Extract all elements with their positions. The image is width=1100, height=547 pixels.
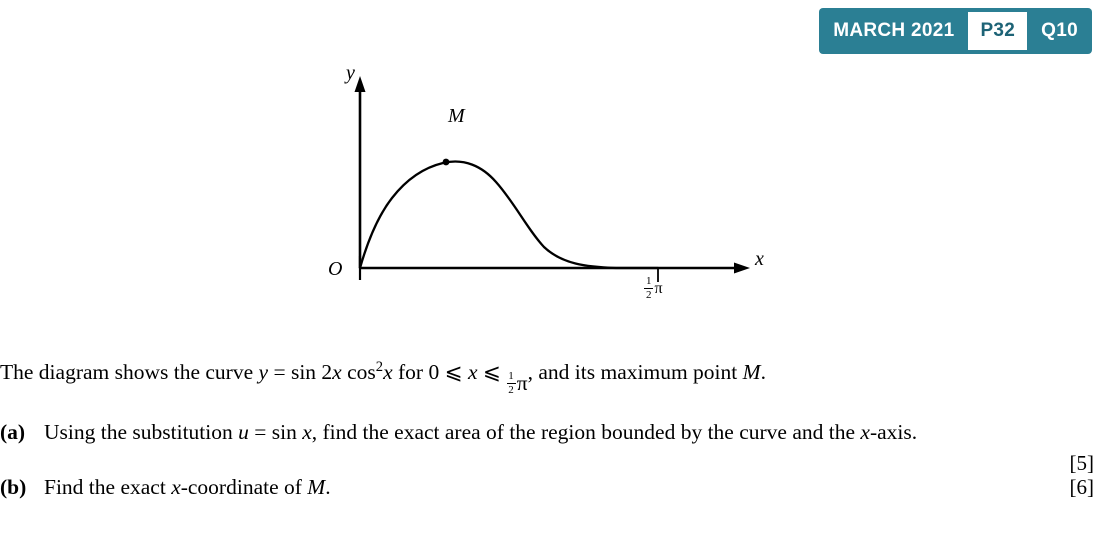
badge-paper: P32 bbox=[968, 12, 1027, 50]
stem-sin2x bbox=[291, 360, 342, 384]
stem-cos-sq-x bbox=[342, 360, 393, 384]
part-b-text-2: -coordinate of bbox=[180, 474, 308, 499]
part-a-var-u: u bbox=[238, 420, 249, 444]
part-a-equals: = bbox=[248, 420, 272, 444]
stem-sin-token: sin 2 bbox=[290, 360, 333, 384]
question-source-badge bbox=[819, 8, 1092, 54]
maximum-point-marker bbox=[443, 159, 450, 166]
x-axis-arrowhead bbox=[734, 263, 750, 274]
stem-x3: x bbox=[467, 360, 478, 384]
part-a-text-1: Using the substitution bbox=[44, 420, 239, 444]
y-axis-arrowhead bbox=[355, 76, 366, 92]
stem-x1: x bbox=[332, 360, 342, 384]
curve-diagram-svg bbox=[300, 58, 820, 318]
part-a-body bbox=[44, 418, 1100, 447]
stem-tail: , and its maximum point bbox=[527, 360, 743, 384]
question-stem bbox=[0, 358, 1100, 398]
stem-le-2: ⩽ bbox=[482, 360, 501, 384]
part-b-body bbox=[44, 473, 1100, 502]
question-parts bbox=[0, 418, 1100, 528]
badge-exam-session: MARCH 2021 bbox=[833, 20, 955, 41]
part-b-marks: [6] bbox=[1069, 474, 1094, 499]
stem-fraction-numerator: 1 bbox=[508, 370, 514, 382]
part-b-text-1: Find the exact bbox=[44, 474, 172, 499]
stem-fraction bbox=[506, 371, 516, 396]
y-axis-label: y bbox=[346, 62, 355, 84]
part-a-text-3: -axis. bbox=[869, 420, 918, 444]
part-b-point-m: M bbox=[307, 474, 326, 499]
fraction-denominator: 2 bbox=[646, 289, 652, 301]
x-axis-label: x bbox=[755, 248, 764, 270]
stem-exponent: 2 bbox=[375, 358, 384, 375]
question-part-a bbox=[0, 418, 1100, 475]
curve-path bbox=[360, 162, 658, 268]
part-a-var-x2: x bbox=[860, 420, 870, 444]
stem-cos-token: cos bbox=[341, 360, 376, 384]
stem-point-m: M bbox=[742, 360, 761, 384]
pi-symbol: π bbox=[654, 279, 663, 297]
part-a-var-x: x bbox=[302, 420, 312, 444]
stem-lead: The diagram shows the curve bbox=[0, 360, 259, 384]
part-b-tag: (b) bbox=[0, 474, 27, 499]
stem-inequality bbox=[445, 360, 501, 384]
part-b-text-3: . bbox=[325, 474, 331, 499]
stem-half-pi bbox=[506, 369, 527, 398]
curve-diagram bbox=[300, 58, 820, 318]
part-b-var-x: x bbox=[171, 474, 181, 499]
stem-period: . bbox=[760, 360, 766, 384]
stem-equals: = bbox=[268, 360, 291, 384]
part-a-sin-token: sin bbox=[271, 420, 303, 444]
stem-fraction-denominator: 2 bbox=[508, 384, 514, 396]
stem-pi-symbol: π bbox=[516, 371, 528, 395]
part-a-marks: [5] bbox=[1069, 451, 1094, 475]
half-fraction bbox=[644, 276, 654, 301]
x-axis-tick-label bbox=[644, 276, 663, 301]
part-a-sin-x bbox=[272, 420, 312, 444]
question-part-b bbox=[0, 473, 1100, 502]
stem-y: y bbox=[258, 360, 269, 384]
part-a-tag: (a) bbox=[0, 420, 26, 444]
stem-le-1: ⩽ bbox=[444, 360, 463, 384]
maximum-point-label: M bbox=[448, 105, 465, 127]
origin-label: O bbox=[328, 258, 343, 280]
stem-middle: for 0 bbox=[392, 360, 445, 384]
part-a-text-2: , find the exact area of the region bounded by the curve and the bbox=[311, 420, 861, 444]
badge-question-number: Q10 bbox=[1041, 20, 1078, 41]
stem-x2: x bbox=[383, 360, 393, 384]
fraction-numerator: 1 bbox=[646, 275, 652, 287]
